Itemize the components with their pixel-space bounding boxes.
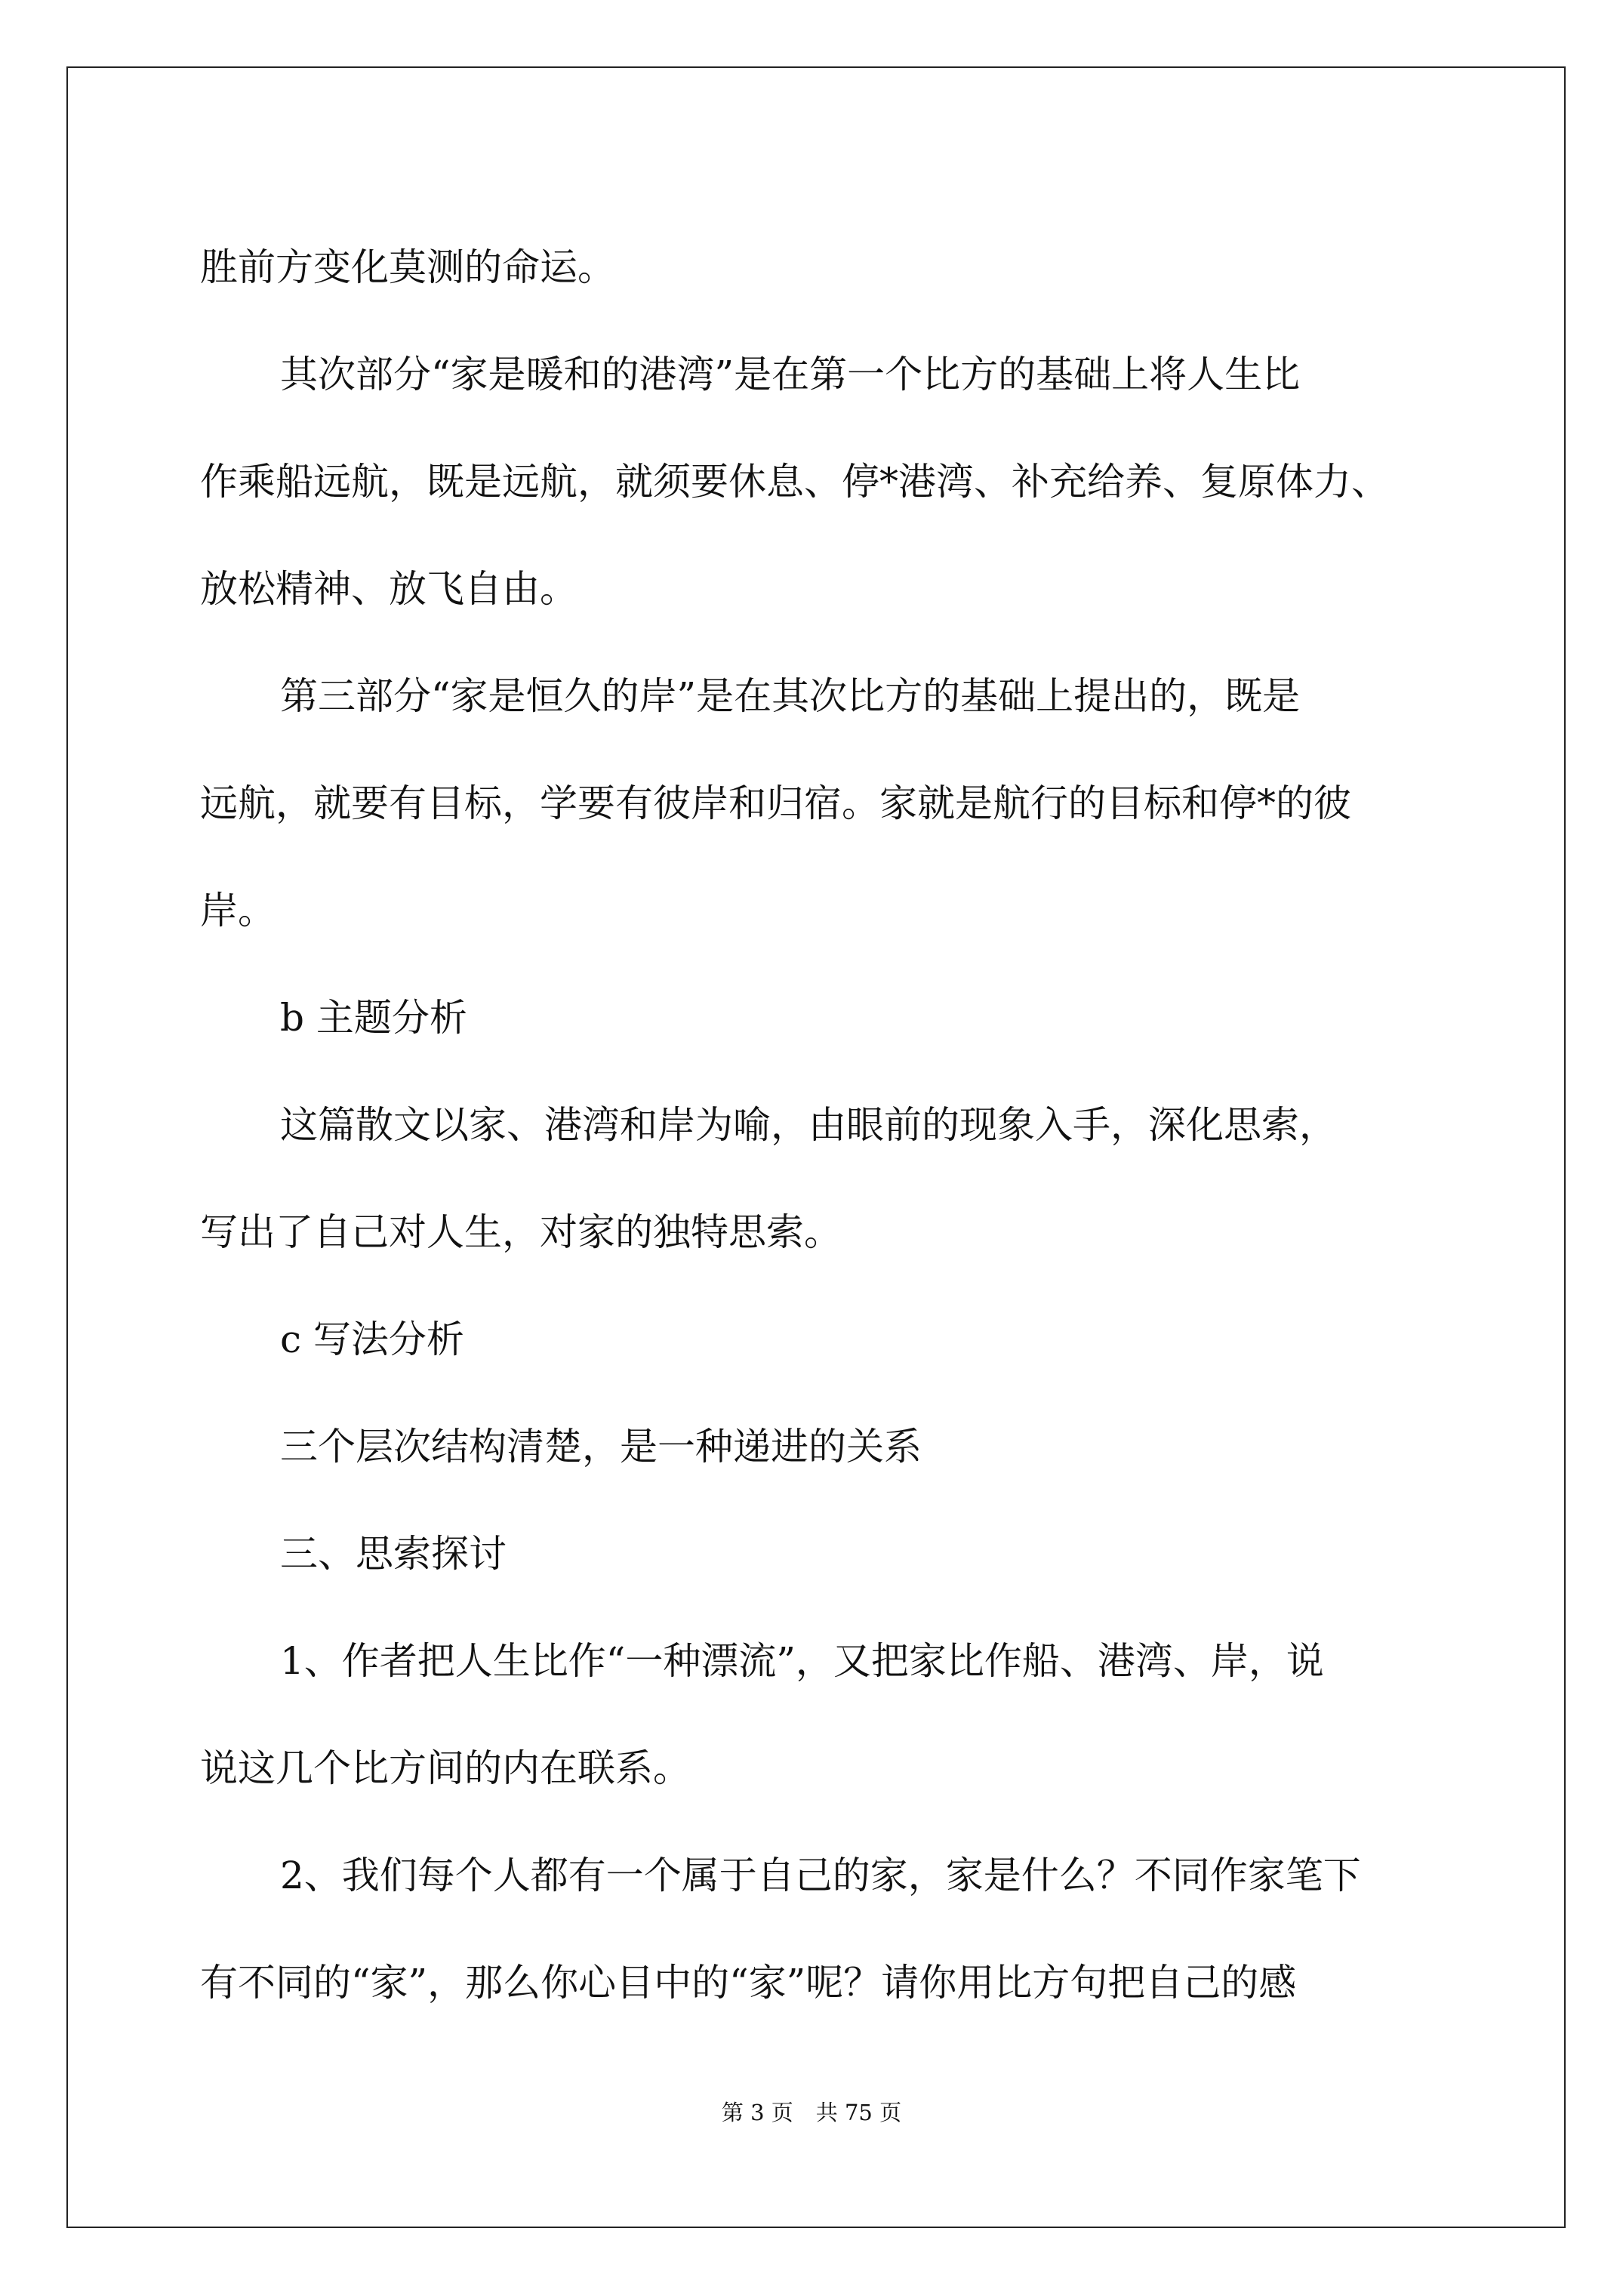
- section-heading: b 主题分析: [280, 996, 467, 1040]
- section-heading: 三、思索探讨: [280, 1532, 507, 1576]
- text-line: 放松精神、放飞自由。: [200, 567, 577, 611]
- page-total: 共 75 页: [815, 2100, 902, 2125]
- text-line: 这篇散文以家、港湾和岸为喻，由眼前的现象入手，深化思索，: [280, 1103, 1337, 1147]
- text-line: 其次部分“家是暖和的港湾”是在第一个比方的基础上将人生比: [280, 353, 1301, 396]
- text-line: 说这几个比方间的内在联系。: [200, 1746, 691, 1790]
- text-line: 作乘船远航，既是远航，就须要休息、停*港湾、补充给养、复原体力、: [200, 460, 1389, 504]
- page-number: 第 3 页: [721, 2100, 793, 2125]
- page-footer: [0, 2096, 1623, 2127]
- document-body: [200, 214, 1431, 2036]
- section-heading: c 写法分析: [280, 1318, 464, 1361]
- text-line: 写出了自己对人生，对家的独特思索。: [200, 1210, 842, 1254]
- text-line: 2、我们每个人都有一个属于自己的家，家是什么？不同作家笔下: [280, 1854, 1361, 1897]
- text-line: 岸。: [200, 889, 276, 932]
- text-line: 胜前方变化莫测的命运。: [200, 245, 615, 289]
- text-line: 第三部分“家是恒久的岸”是在其次比方的基础上提出的，既是: [280, 674, 1301, 718]
- text-line: 三个层次结构清楚，是一种递进的关系: [280, 1425, 922, 1469]
- text-line: 远航，就要有目标，学要有彼岸和归宿。家就是航行的目标和停*的彼: [200, 781, 1351, 825]
- text-line: 有不同的“家”，那么你心目中的“家”呢？请你用比方句把自己的感: [200, 1961, 1297, 2005]
- text-line: 1、作者把人生比作“一种漂流”，又把家比作船、港湾、岸，说: [280, 1639, 1324, 1683]
